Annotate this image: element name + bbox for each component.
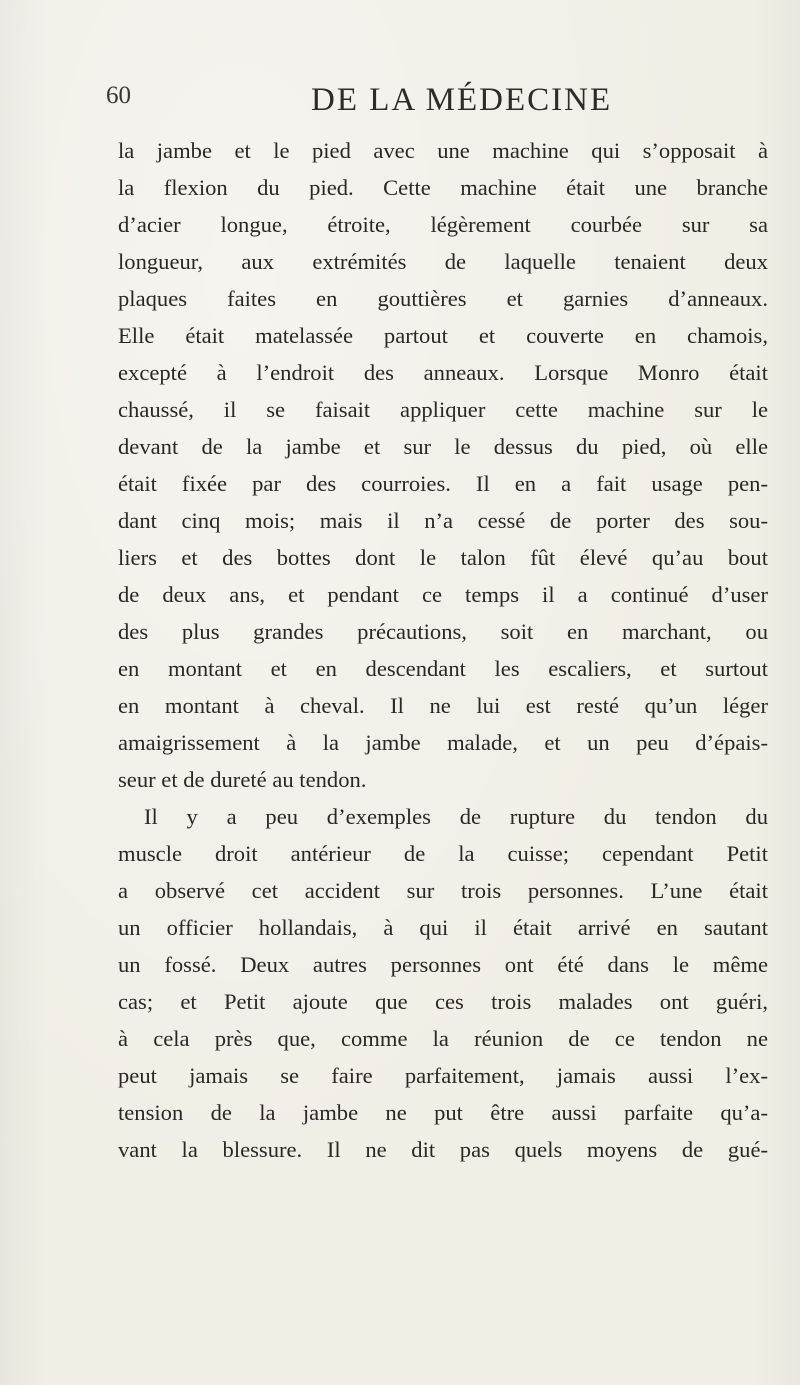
page-number: 60: [106, 82, 131, 109]
text-line: devant de la jambe et sur le dessus du pied, où elle: [118, 434, 768, 459]
text-line: muscle droit antérieur de la cuisse; cependant Petit: [118, 841, 768, 866]
text-line: en montant et en descendant les escaliers, et surtout: [118, 656, 768, 681]
text-line: seur et de dureté au tendon.: [118, 767, 367, 792]
text-line: dant cinq mois; mais il n’a cessé de porter des sou-: [118, 508, 768, 533]
text-line: en montant à cheval. Il ne lui est resté qu’un léger: [118, 693, 768, 718]
text-line: la jambe et le pied avec une machine qui s’opposait à: [118, 138, 768, 163]
text-line: était fixée par des courroies. Il en a fait usage pen-: [118, 471, 768, 496]
text-line: amaigrissement à la jambe malade, et un peu d’épais-: [118, 730, 768, 755]
running-head: DE LA MÉDECINE: [311, 82, 613, 118]
text-line: liers et des bottes dont le talon fût élevé qu’au bout: [118, 545, 768, 570]
text-line: longueur, aux extrémités de laquelle tenaient deux: [118, 249, 768, 274]
text-line: cas; et Petit ajoute que ces trois malades ont guéri,: [118, 989, 768, 1014]
text-line: Elle était matelassée partout et couverte en chamois,: [118, 323, 768, 348]
text-line: Il y a peu d’exemples de rupture du tendon du: [144, 804, 768, 829]
text-line: a observé cet accident sur trois personnes. L’une était: [118, 878, 768, 903]
page-header: [106, 82, 746, 122]
text-line: un fossé. Deux autres personnes ont été dans le même: [118, 952, 768, 977]
text-line: à cela près que, comme la réunion de ce tendon ne: [118, 1026, 768, 1051]
text-line: d’acier longue, étroite, légèrement courbée sur sa: [118, 212, 768, 237]
body-text: [118, 132, 768, 1168]
text-line: peut jamais se faire parfaitement, jamais aussi l’ex-: [118, 1063, 768, 1088]
text-line: tension de la jambe ne put être aussi parfaite qu’a-: [118, 1100, 768, 1125]
text-line: des plus grandes précautions, soit en marchant, ou: [118, 619, 768, 644]
text-line: excepté à l’endroit des anneaux. Lorsque Monro était: [118, 360, 768, 385]
text-line: plaques faites en gouttières et garnies d’anneaux.: [118, 286, 768, 311]
text-line: de deux ans, et pendant ce temps il a continué d’user: [118, 582, 768, 607]
text-line: vant la blessure. Il ne dit pas quels moyens de gué-: [118, 1137, 768, 1162]
text-line: chaussé, il se faisait appliquer cette machine sur le: [118, 397, 768, 422]
text-line: la flexion du pied. Cette machine était une branche: [118, 175, 768, 200]
text-line: un officier hollandais, à qui il était arrivé en sautant: [118, 915, 768, 940]
